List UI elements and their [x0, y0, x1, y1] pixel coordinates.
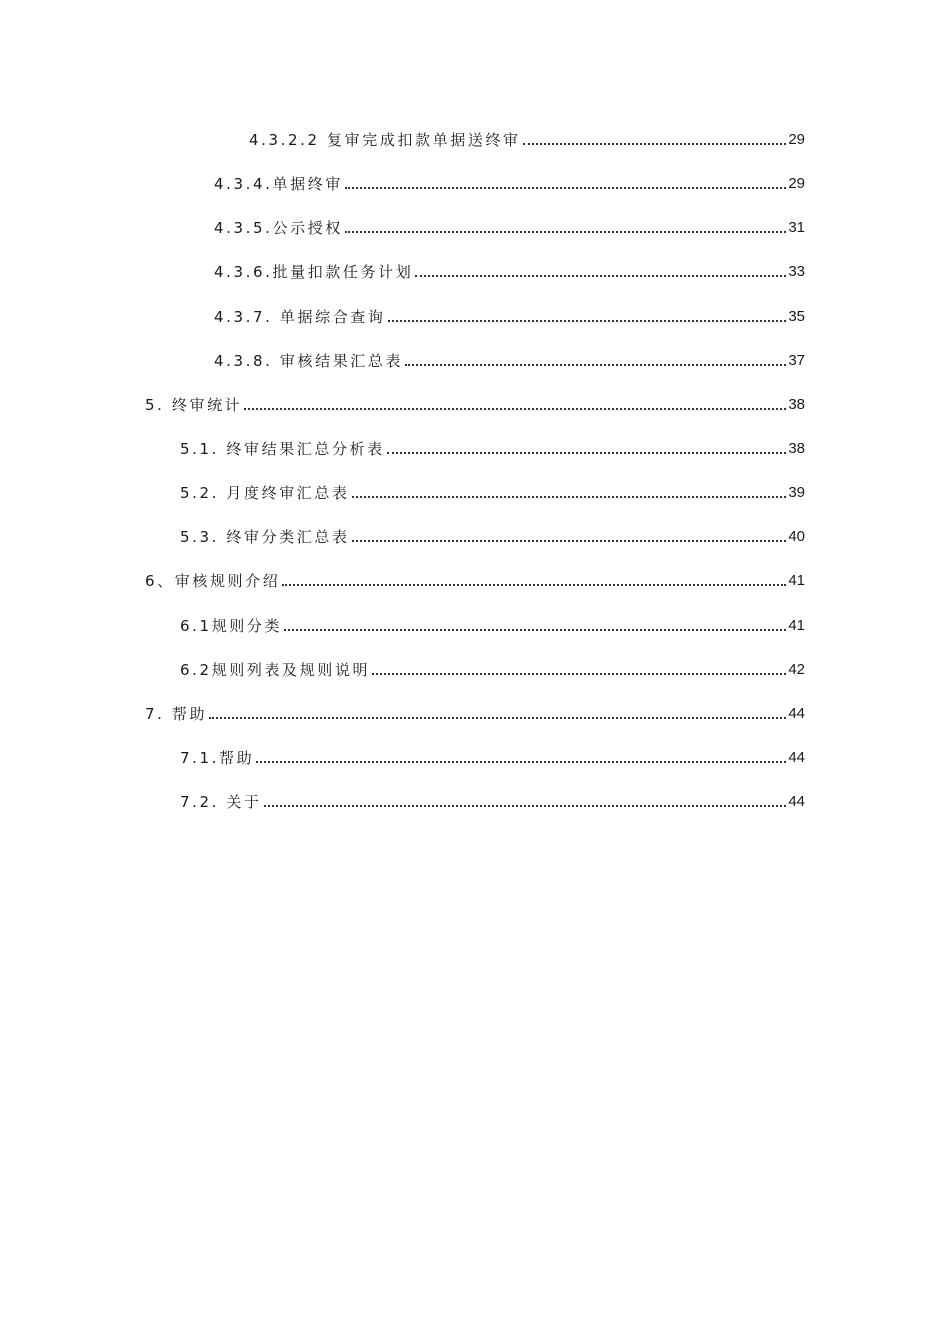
toc-page-number: 29	[788, 175, 805, 192]
toc-page-number: 38	[788, 440, 805, 457]
toc-entry-title: 4.3.4.单据终审	[214, 175, 343, 193]
toc-entry-title: 7.1.帮助	[180, 749, 255, 767]
dot-leader	[523, 142, 787, 145]
toc-entry-title: 5.1. 终审结果汇总分析表	[180, 440, 385, 458]
toc-page-number: 40	[788, 528, 805, 545]
toc-entry-title: 7.2. 关于	[180, 793, 262, 811]
toc-entry-title: 4.3.8. 审核结果汇总表	[214, 352, 404, 370]
toc-page-number: 44	[788, 749, 805, 766]
toc-entry-title: 5. 终审统计	[145, 396, 243, 414]
toc-entry[interactable]	[180, 786, 805, 812]
dot-leader	[415, 274, 786, 277]
toc-entry[interactable]	[180, 477, 805, 503]
toc-page-number: 41	[788, 572, 805, 589]
toc-entry-title: 6、审核规则介绍	[145, 572, 281, 590]
toc-page-number: 29	[788, 131, 805, 148]
toc-page-number: 41	[788, 617, 805, 634]
toc-page-number: 39	[788, 484, 805, 501]
toc-entry[interactable]	[180, 433, 805, 459]
toc-entry[interactable]	[214, 301, 805, 327]
toc-entry[interactable]	[145, 698, 805, 724]
toc-page-number: 44	[788, 793, 805, 810]
dot-leader	[244, 407, 786, 410]
toc-entry[interactable]	[145, 565, 805, 591]
toc-page-number: 33	[788, 263, 805, 280]
toc-page-number: 35	[788, 308, 805, 325]
toc-entry[interactable]	[214, 256, 805, 282]
dot-leader	[209, 716, 786, 719]
dot-leader	[345, 186, 786, 189]
toc-entry-title: 4.3.2.2 复审完成扣款单据送终审	[249, 131, 521, 149]
toc-page-number: 37	[788, 352, 805, 369]
toc-entry[interactable]	[214, 345, 805, 371]
dot-leader	[352, 495, 787, 498]
toc-entry-title: 5.2. 月度终审汇总表	[180, 484, 350, 502]
toc-entry-title: 7. 帮助	[145, 705, 208, 723]
dot-leader	[264, 804, 787, 807]
toc-page-number: 38	[788, 396, 805, 413]
toc-entry[interactable]	[249, 124, 805, 150]
dot-leader	[405, 363, 786, 366]
toc-entry-title: 5.3. 终审分类汇总表	[180, 528, 350, 546]
toc-entry[interactable]	[214, 212, 805, 238]
toc-page-number: 44	[788, 705, 805, 722]
dot-leader	[282, 583, 786, 586]
dot-leader	[352, 539, 787, 542]
toc-entry[interactable]	[214, 168, 805, 194]
toc-entry-title: 4.3.6.批量扣款任务计划	[214, 263, 414, 281]
toc-entry-title: 4.3.5.公示授权	[214, 219, 343, 237]
dot-leader	[284, 628, 786, 631]
toc-entry[interactable]	[180, 610, 805, 636]
toc-entry[interactable]	[145, 389, 805, 415]
toc-page-number: 42	[788, 661, 805, 678]
dot-leader	[387, 451, 787, 454]
toc-entry-title: 4.3.7. 单据综合查询	[214, 308, 386, 326]
dot-leader	[372, 672, 786, 675]
toc-entry[interactable]	[180, 742, 805, 768]
toc-page-number: 31	[788, 219, 805, 236]
dot-leader	[256, 760, 786, 763]
toc-entry-title: 6.2规则列表及规则说明	[180, 661, 371, 679]
dot-leader	[345, 230, 786, 233]
toc-entry-title: 6.1规则分类	[180, 617, 283, 635]
toc-entry[interactable]	[180, 521, 805, 547]
toc-entry[interactable]	[180, 654, 805, 680]
dot-leader	[388, 319, 787, 322]
